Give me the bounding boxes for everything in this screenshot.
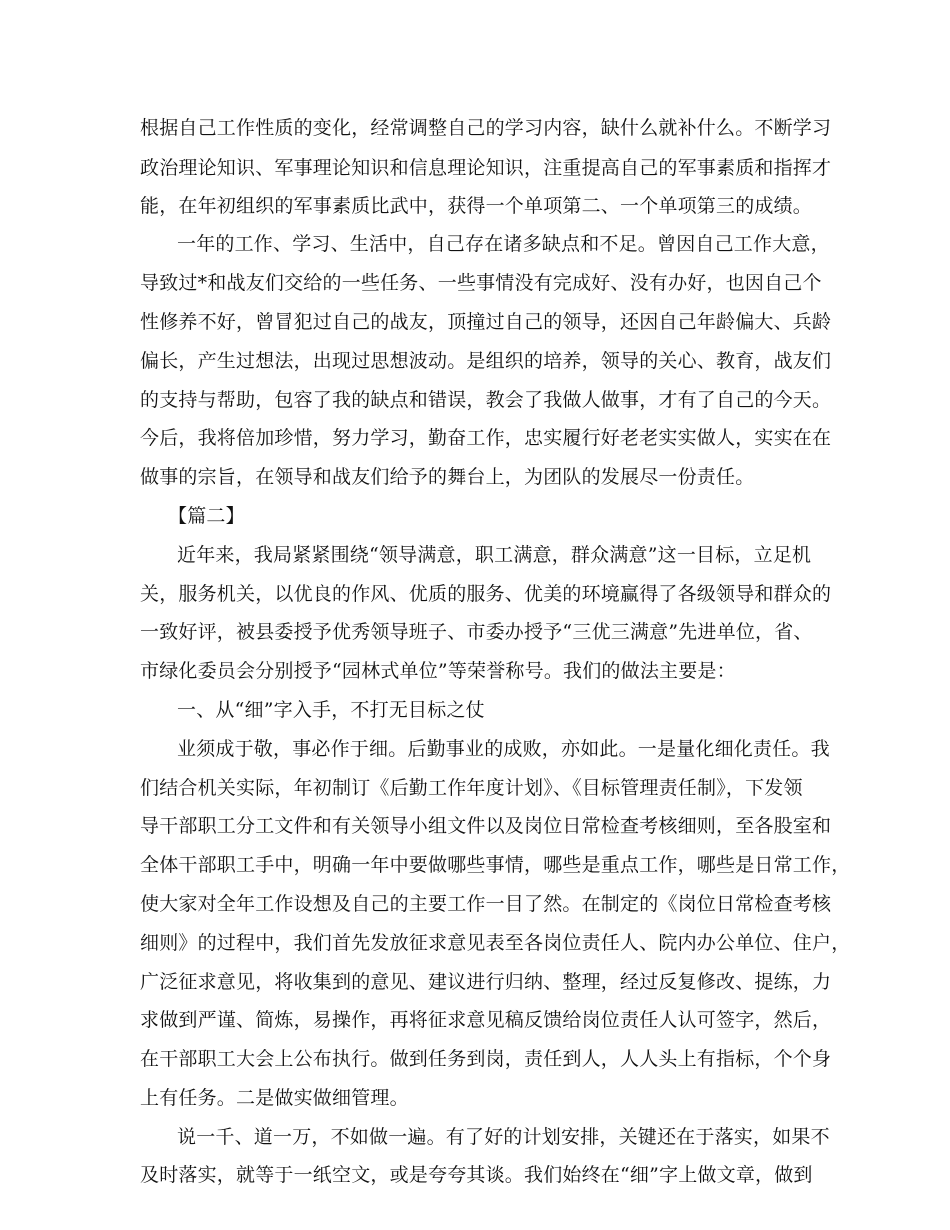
text-line: 业须成于敬，事必作于细。后勤事业的成败，亦如此。一是量化细化责任。我 (177, 738, 830, 760)
text-line: 今后，我将倍加珍惜，努力学习，勤奋工作，忠实履行好老老实实做人，实实在在 (140, 427, 832, 449)
section-heading: 【篇二】 (168, 505, 245, 527)
text-line: 做事的宗旨，在领导和战友们给予的舞台上，为团队的发展尽一份责任。 (140, 466, 755, 488)
text-line: 能，在年初组织的军事素质比武中，获得一个单项第二、一个单项第三的成绩。 (140, 195, 813, 217)
text-line: 广泛征求意见，将收集到的意见、建议进行归纳、整理，经过反复修改、提练，力 (140, 971, 832, 993)
text-line: 一年的工作、学习、生活中，自己存在诸多缺点和不足。曾因自己工作大意， (177, 233, 830, 255)
text-line: 关，服务机关，以优良的作风、优质的服务、优美的环境赢得了各级领导和群众的 (140, 583, 832, 605)
text-line: 在干部职工大会上公布执行。做到任务到岗，责任到人，人人头上有指标，个个身 (140, 1048, 832, 1070)
text-line: 偏长，产生过想法，出现过思想波动。是组织的培养，领导的关心、教育，战友们 (140, 350, 832, 372)
text-line: 说一千、道一万，不如做一遍。有了好的计划安排，关键还在于落实，如果不 (177, 1126, 830, 1148)
text-line: 根据自己工作性质的变化，经常调整自己的学习内容，缺什么就补什么。不断学习 (140, 117, 832, 139)
text-line: 导干部职工分工文件和有关领导小组文件以及岗位日常检查考核细则，至各股室和 (140, 815, 832, 837)
text-line: 使大家对全年工作设想及自己的主要工作一目了然。在制定的《岗位日常检查考核 (140, 893, 832, 915)
text-line: 全体干部职工手中，明确一年中要做哪些事情，哪些是重点工作，哪些是日常工作， (140, 854, 851, 876)
text-line: 细则》的过程中，我们首先发放征求意见表至各岗位责任人、院内办公单位、住户， (140, 932, 851, 954)
text-line: 性修养不好，曾冒犯过自己的战友，顶撞过自己的领导，还因自己年龄偏大、兵龄 (140, 311, 832, 333)
subsection-heading: 一、从“细”字入手，不打无目标之仗 (177, 699, 485, 721)
text-line: 上有任务。二是做实做细管理。 (140, 1087, 409, 1109)
text-line: 的支持与帮助，包容了我的缺点和错误，教会了我做人做事，才有了自己的今天。 (140, 389, 832, 411)
text-line: 一致好评，被县委授予优秀领导班子、市委办授予“三优三满意”先进单位，省、 (140, 621, 813, 643)
text-line: 市绿化委员会分别授予“园林式单位”等荣誉称号。我们的做法主要是： (140, 660, 736, 682)
text-line: 们结合机关实际，年初制订《后勤工作年度计划》、《目标管理责任制》，下发领 (140, 777, 803, 799)
text-line: 政治理论知识、军事理论知识和信息理论知识，注重提高自己的军事素质和指挥才 (140, 157, 832, 179)
text-line: 导致过*和战友们交给的一些任务、一些事情没有完成好、没有办好，也因自己个 (140, 272, 822, 294)
text-line: 近年来，我局紧紧围绕“领导满意，职工满意，群众满意”这一目标，立足机 (177, 544, 812, 566)
text-line: 求做到严谨、简炼，易操作，再将征求意见稿反馈给岗位责任人认可签字，然后， (140, 1009, 832, 1031)
text-line: 及时落实，就等于一纸空文，或是夸夸其谈。我们始终在“细”字上做文章，做到 (140, 1164, 813, 1186)
